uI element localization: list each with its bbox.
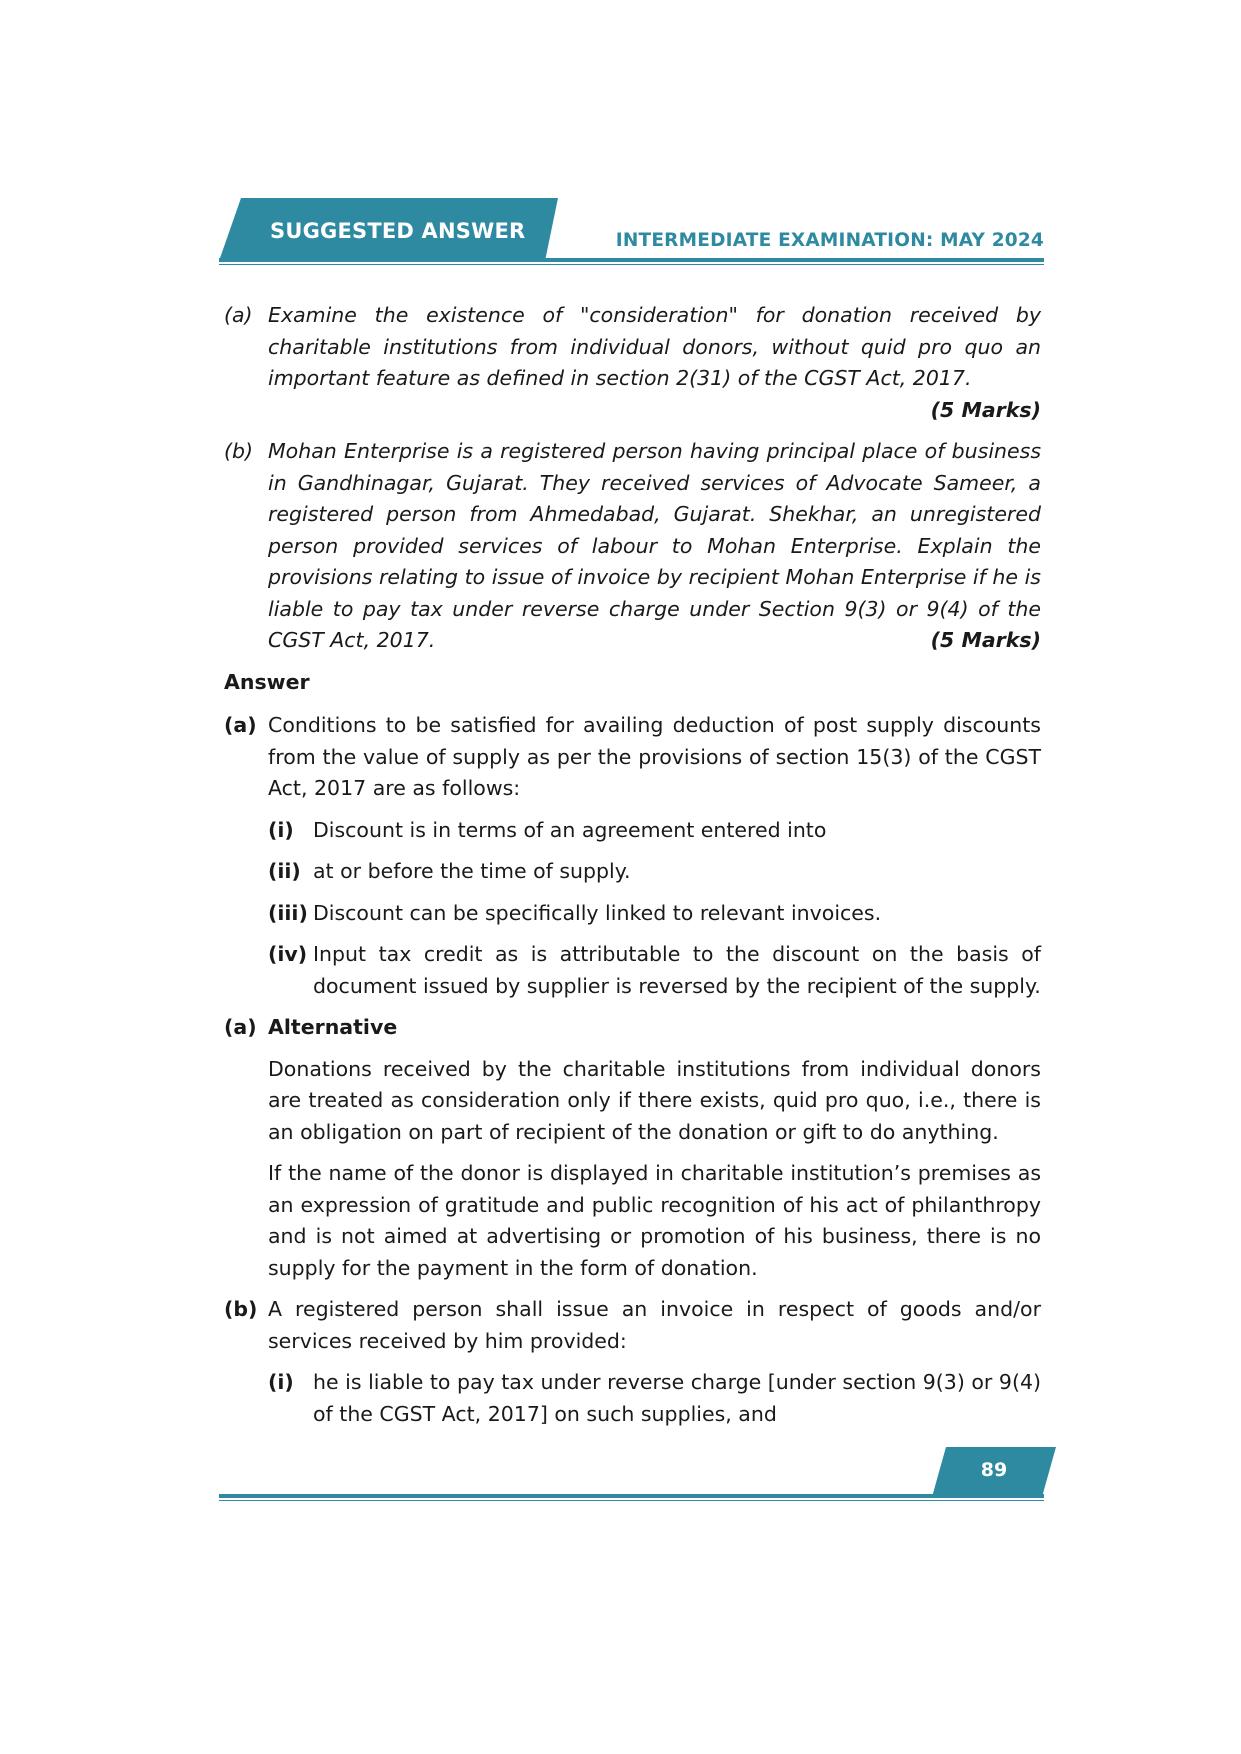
question-text: Examine the existence of "consideration" for donation received by charitable institutions from individual donors, without quid pro quo an important feature as defined in section 2(31) of the CGST Act, 2017. [268, 303, 1041, 390]
list-item-text: at or before the time of supply. [313, 859, 631, 883]
answer-intro: Conditions to be satisfied for availing deduction of post supply discounts from the value of supply as per the provisions of section 15(3) of the CGST Act, 2017 are as follows: [268, 713, 1041, 800]
footer-rule-thin [219, 1500, 1044, 1501]
exam-title: INTERMEDIATE EXAMINATION: MAY 2024 [615, 230, 1044, 251]
list-item-text: he is liable to pay tax under reverse charge [under section 9(3) or 9(4) of the CGST Act, 2017] on such supplies, and [313, 1370, 1041, 1426]
list-item-label: (ii) [268, 859, 301, 883]
list-item-label: (iii) [268, 900, 308, 925]
page-number: 89 [980, 1459, 1008, 1481]
list-item-text: Input tax credit as is attributable to the discount on the basis of document issued by supplier is reversed by the recipient of the supply. [313, 942, 1041, 998]
question-label: (a) [224, 303, 253, 327]
list-item [268, 856, 1041, 888]
paragraph: Donations received by the charitable institutions from individual donors are treated as consideration only if there exists, quid pro quo, i.e., there is an obligation on part of recipient of the donation or gift to do anything. [268, 1056, 1041, 1144]
list-item [268, 815, 1041, 847]
header-rule-thin [219, 264, 1044, 265]
header-tab-label: SUGGESTED ANSWER [270, 219, 526, 243]
list-item [268, 939, 1041, 1002]
question-body [268, 436, 1041, 657]
answer-heading: Answer [224, 669, 310, 694]
question-text: Mohan Enterprise is a registered person having principal place of business in Gandhinagar, Gujarat. They received services of Advocate Sameer, a registered person from Ahmedabad, Gujarat. Shekhar, an unregistered person provided services of labour to Mohan Enterprise. Explain the provisions relating to issue of invoice by recipient Mohan Enterprise if he is liable to pay tax under reverse charge under Section 9(3) or 9(4) of the CGST Act, 2017. [268, 439, 1041, 652]
alternative-heading: Alternative [268, 1015, 398, 1039]
footer-rule [219, 1494, 1044, 1498]
list-item [268, 1367, 1041, 1430]
question-marks: (5 Marks) [930, 397, 1041, 422]
list-item-label: (iv) [268, 942, 308, 966]
list-item-label: (i) [268, 817, 294, 842]
answer-body [268, 710, 1041, 1002]
answer-intro: A registered person shall issue an invoice in respect of goods and/or services received by him provided: [268, 1297, 1041, 1353]
question-a [224, 300, 1041, 426]
answer-label: (a) [224, 1015, 257, 1039]
question-b [224, 436, 1041, 657]
answer-b [224, 1294, 1041, 1430]
paragraph: If the name of the donor is displayed in charitable institution’s premises as an expression of gratitude and public recognition of his act of philanthropy and is not aimed at advertising or promotion of his business, there is no supply for the payment in the form of donation. [268, 1161, 1041, 1280]
answer-a-alternative [224, 1012, 1041, 1284]
answer-body [268, 1294, 1041, 1430]
list-item-text: Discount is in terms of an agreement entered into [313, 817, 827, 842]
list-item-label: (i) [268, 1370, 294, 1394]
question-body [268, 300, 1041, 426]
answer-label: (b) [224, 1297, 258, 1321]
header-rule [219, 258, 1044, 262]
page-content [224, 300, 1041, 1440]
list-item [268, 898, 1041, 930]
answer-body [268, 1012, 1041, 1284]
answer-a [224, 710, 1041, 1002]
question-label: (b) [224, 439, 254, 463]
list-item-text: Discount can be specifically linked to relevant invoices. [313, 900, 882, 925]
answer-label: (a) [224, 713, 257, 737]
question-marks: (5 Marks) [930, 628, 1041, 652]
